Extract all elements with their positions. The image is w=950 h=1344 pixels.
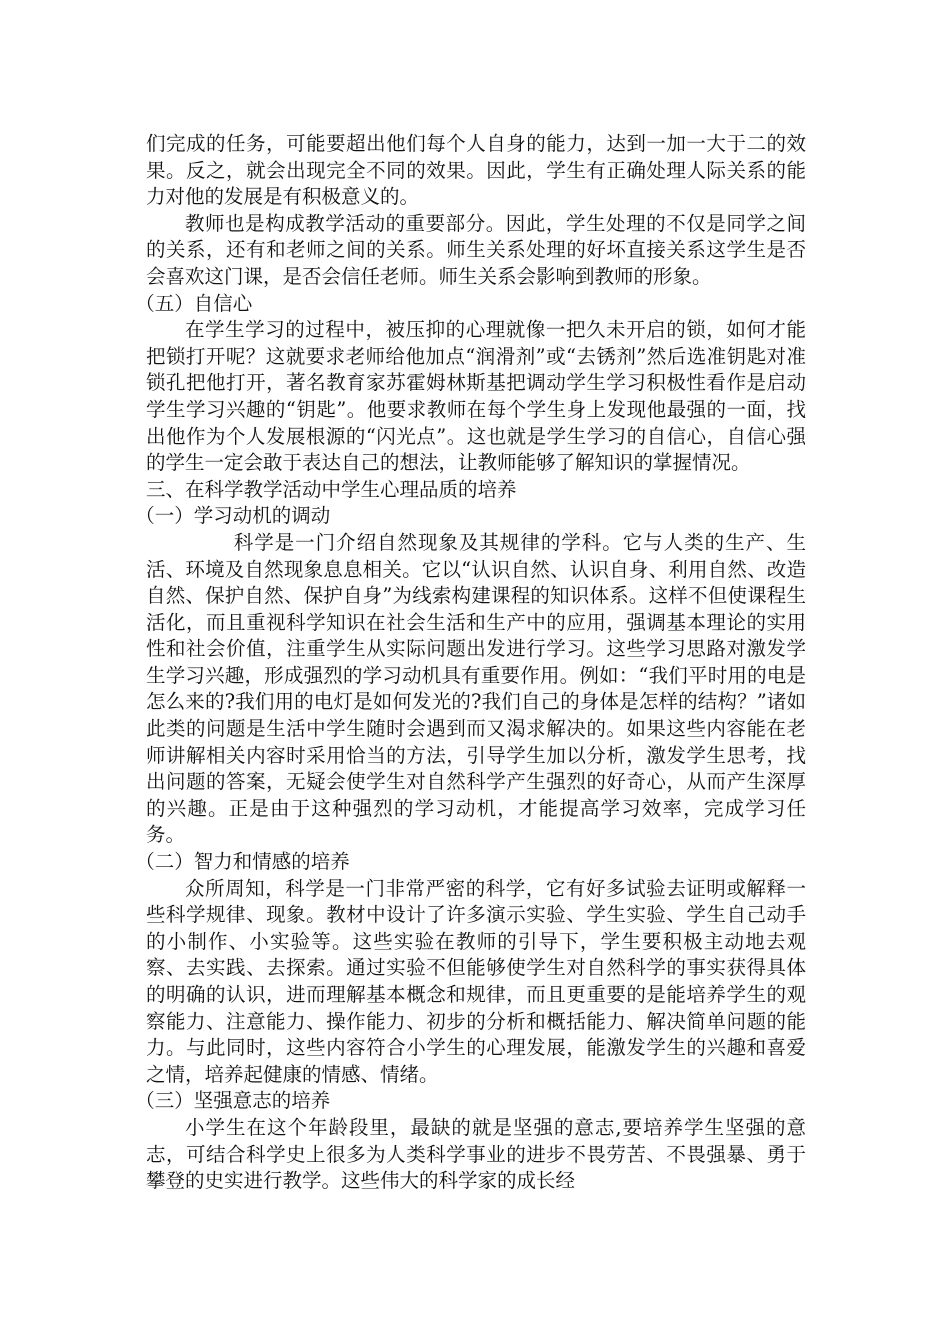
document-body (135, 131, 806, 1195)
paragraph: 众所周知，科学是一门非常严密的科学，它有好多试验去证明或解释一些科学规律、现象。教材中设计了许多演示实验、学生实验、学生自己动手的小制作、小实验等。这些实验在教师的引导下，学生要积极主动地去观察、去实践、去探索。通过实验不但能够使学生对自然科学的事实获得具体的明确的认识，进而理解基本概念和规律，而且更重要的是能培养学生的观察能力、注意能力、操作能力、初步的分析和概括能力、解决简单问题的能力。与此同时，这些内容符合小学生的心理发展，能激发学生的兴趣和喜爱之情，培养起健康的情感、情绪。 (146, 876, 806, 1086)
section-heading: （五）自信心 (135, 291, 253, 315)
chapter-heading: 三、在科学教学活动中学生心理品质的培养 (146, 477, 517, 501)
paragraph: 小学生在这个年龄段里，最缺的就是坚强的意志,要培养学生坚强的意志，可结合科学史上很多为人类科学事业的进步不畏劳苦、不畏强暴、勇于攀登的史实进行教学。这些伟大的科学家的成长经 (146, 1115, 806, 1193)
paragraph: 科学是一门介绍自然现象及其规律的学科。它与人类的生产、生活、环境及自然现象息息相关。它以“认识自然、认识自身、利用自然、改造自然、保护自然、保护自身”为线索构建课程的知识体系。这样不但使课程生活化，而且重视科学知识在社会生活和生产中的应用，强调基本理论的实用性和社会价值，注重学生从实际问题出发进行学习。这些学习思路对激发学生学习兴趣，形成强烈的学习动机具有重要作用。例如：“我们平时用的电是怎么来的?我们用的电灯是如何发光的?我们自己的身体是怎样的结构？”诸如此类的问题是生活中学生随时会遇到而又渴求解决的。如果这些内容能在老师讲解相关内容时采用恰当的方法，引导学生加以分析，激发学生思考，找出问题的答案，无疑会使学生对自然科学产生强烈的好奇心，从而产生深厚的兴趣。正是由于这种强烈的学习动机，才能提高学习效率，完成学习任务。 (146, 530, 806, 847)
paragraph: 在学生学习的过程中，被压抑的心理就像一把久未开启的锁，如何才能把锁打开呢？这就要求老师给他加点“润滑剂”或“去锈剂”然后选准钥匙对准锁孔把他打开，著名教育家苏霍姆林斯基把调动学生学习积极性看作是启动学生学习兴趣的“钥匙”。他要求教师在每个学生身上发现他最强的一面，找出他作为个人发展根源的“闪光点”。这也就是学生学习的自信心，自信心强的学生一定会敢于表达自己的想法，让教师能够了解知识的掌握情况。 (146, 318, 806, 475)
paragraph: 们完成的任务，可能要超出他们每个人自身的能力，达到一加一大于二的效果。反之，就会出现完全不同的效果。因此，学生有正确处理人际关系的能力对他的发展是有积极意义的。 (146, 132, 806, 209)
section-heading: （二）智力和情感的培养 (135, 850, 350, 874)
section-heading: （三）坚强意志的培养 (135, 1089, 331, 1113)
section-heading: （一）学习动机的调动 (135, 504, 331, 528)
paragraph: 教师也是构成教学活动的重要部分。因此，学生处理的不仅是同学之间的关系，还有和老师之间的关系。师生关系处理的好坏直接关系这学生是否会喜欢这门课，是否会信任老师。师生关系会影响到教师的形象。 (146, 211, 806, 288)
